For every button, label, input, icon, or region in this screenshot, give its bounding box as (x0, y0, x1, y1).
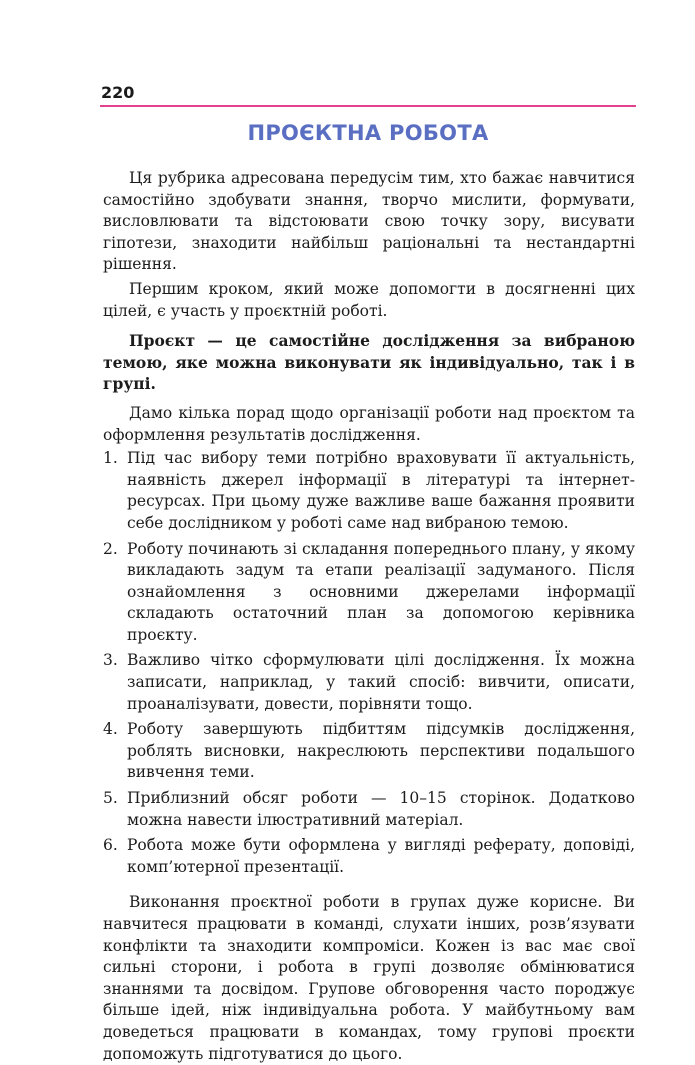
advice-intro-paragraph: Дамо кілька порад щодо організації роботи над проєктом та оформлення результатів дослідження. (103, 403, 635, 444)
list-item (103, 835, 635, 878)
list-item (103, 539, 635, 647)
page-title: ПРОЄКТНА РОБОТА (247, 121, 489, 145)
intro-paragraph-2: Першим кроком, який може допомогти в досягненні цих цілей, є участь у проєктній роботі. (103, 279, 635, 320)
list-item-text: Важливо чітко сформулювати цілі дослідження. Їх можна записати, наприклад, у такий спосіб: вивчити, описати, проаналізувати, довести, порівняти тощо. (127, 651, 635, 713)
intro-paragraph-1: Ця рубрика адресована передусім тим, хто бажає навчитися самостійно здобувати знання, творчо мислити, формувати, висловлювати та відстоювати свою точку зору, висувати гіпотези, знаходити найбільш раціональні та нестандартні рішення. (103, 169, 635, 274)
list-item-text: Під час вибору теми потрібно враховувати її актуальність, наявність джерел інформації в літературі та інтернет-ресурсах. При цьому дуже важливе ваше бажання проявити себе дослідником у роботі саме над вибраною темою. (127, 449, 635, 532)
list-item-text: Роботу завершують підбиттям підсумків дослідження, роблять висновки, накреслюють перспективи подальшого вивчення теми. (127, 720, 635, 782)
list-item-text: Приблизний обсяг роботи — 10–15 сторінок. Додатково можна навести ілюстративний матеріал. (127, 789, 635, 829)
conclusion-paragraph: Виконання проєктної роботи в групах дуже корисне. Ви навчитеся працювати в команді, слухати інших, розв’язувати конфлікти та знаходити компроміси. Кожен із вас має свої сильні сторони, і робота в групі дозволяє обмінюватися знаннями та досвідом. Групове обговорення часто породжує більше ідей, ніж індивідуальна робота. У майбутньому вам доведеться працювати в командах, тому групові проєкти допоможуть підготуватися до цього. (103, 893, 635, 1063)
list-item (103, 448, 635, 534)
list-item-text: Робота може бути оформлена у вигляді реферату, доповіді, комп’ютерної презентації. (127, 836, 635, 876)
project-definition: Проєкт — це самостійне дослідження за вибраною темою, яке можна виконувати як індивідуально, так і в групі. (103, 331, 635, 394)
list-item-number: 5. (103, 789, 118, 808)
list-item-text: Роботу починають зі складання попереднього плану, у якому викладають задум та етапи реалізації задуманого. Після ознайомлення з основними джерелами інформації складають остаточний план за допомогою керівника проєкту. (127, 539, 635, 644)
advice-list (103, 448, 635, 878)
list-item-number: 6. (103, 836, 118, 855)
list-item (103, 719, 635, 784)
page-number: 220 (101, 83, 135, 102)
list-item-number: 2. (103, 539, 118, 558)
header-rule (100, 105, 636, 107)
list-item (103, 788, 635, 831)
list-item-number: 3. (103, 651, 118, 670)
list-item-number: 1. (103, 449, 118, 468)
page-body (103, 168, 635, 1065)
list-item (103, 650, 635, 715)
list-item-number: 4. (103, 720, 118, 739)
